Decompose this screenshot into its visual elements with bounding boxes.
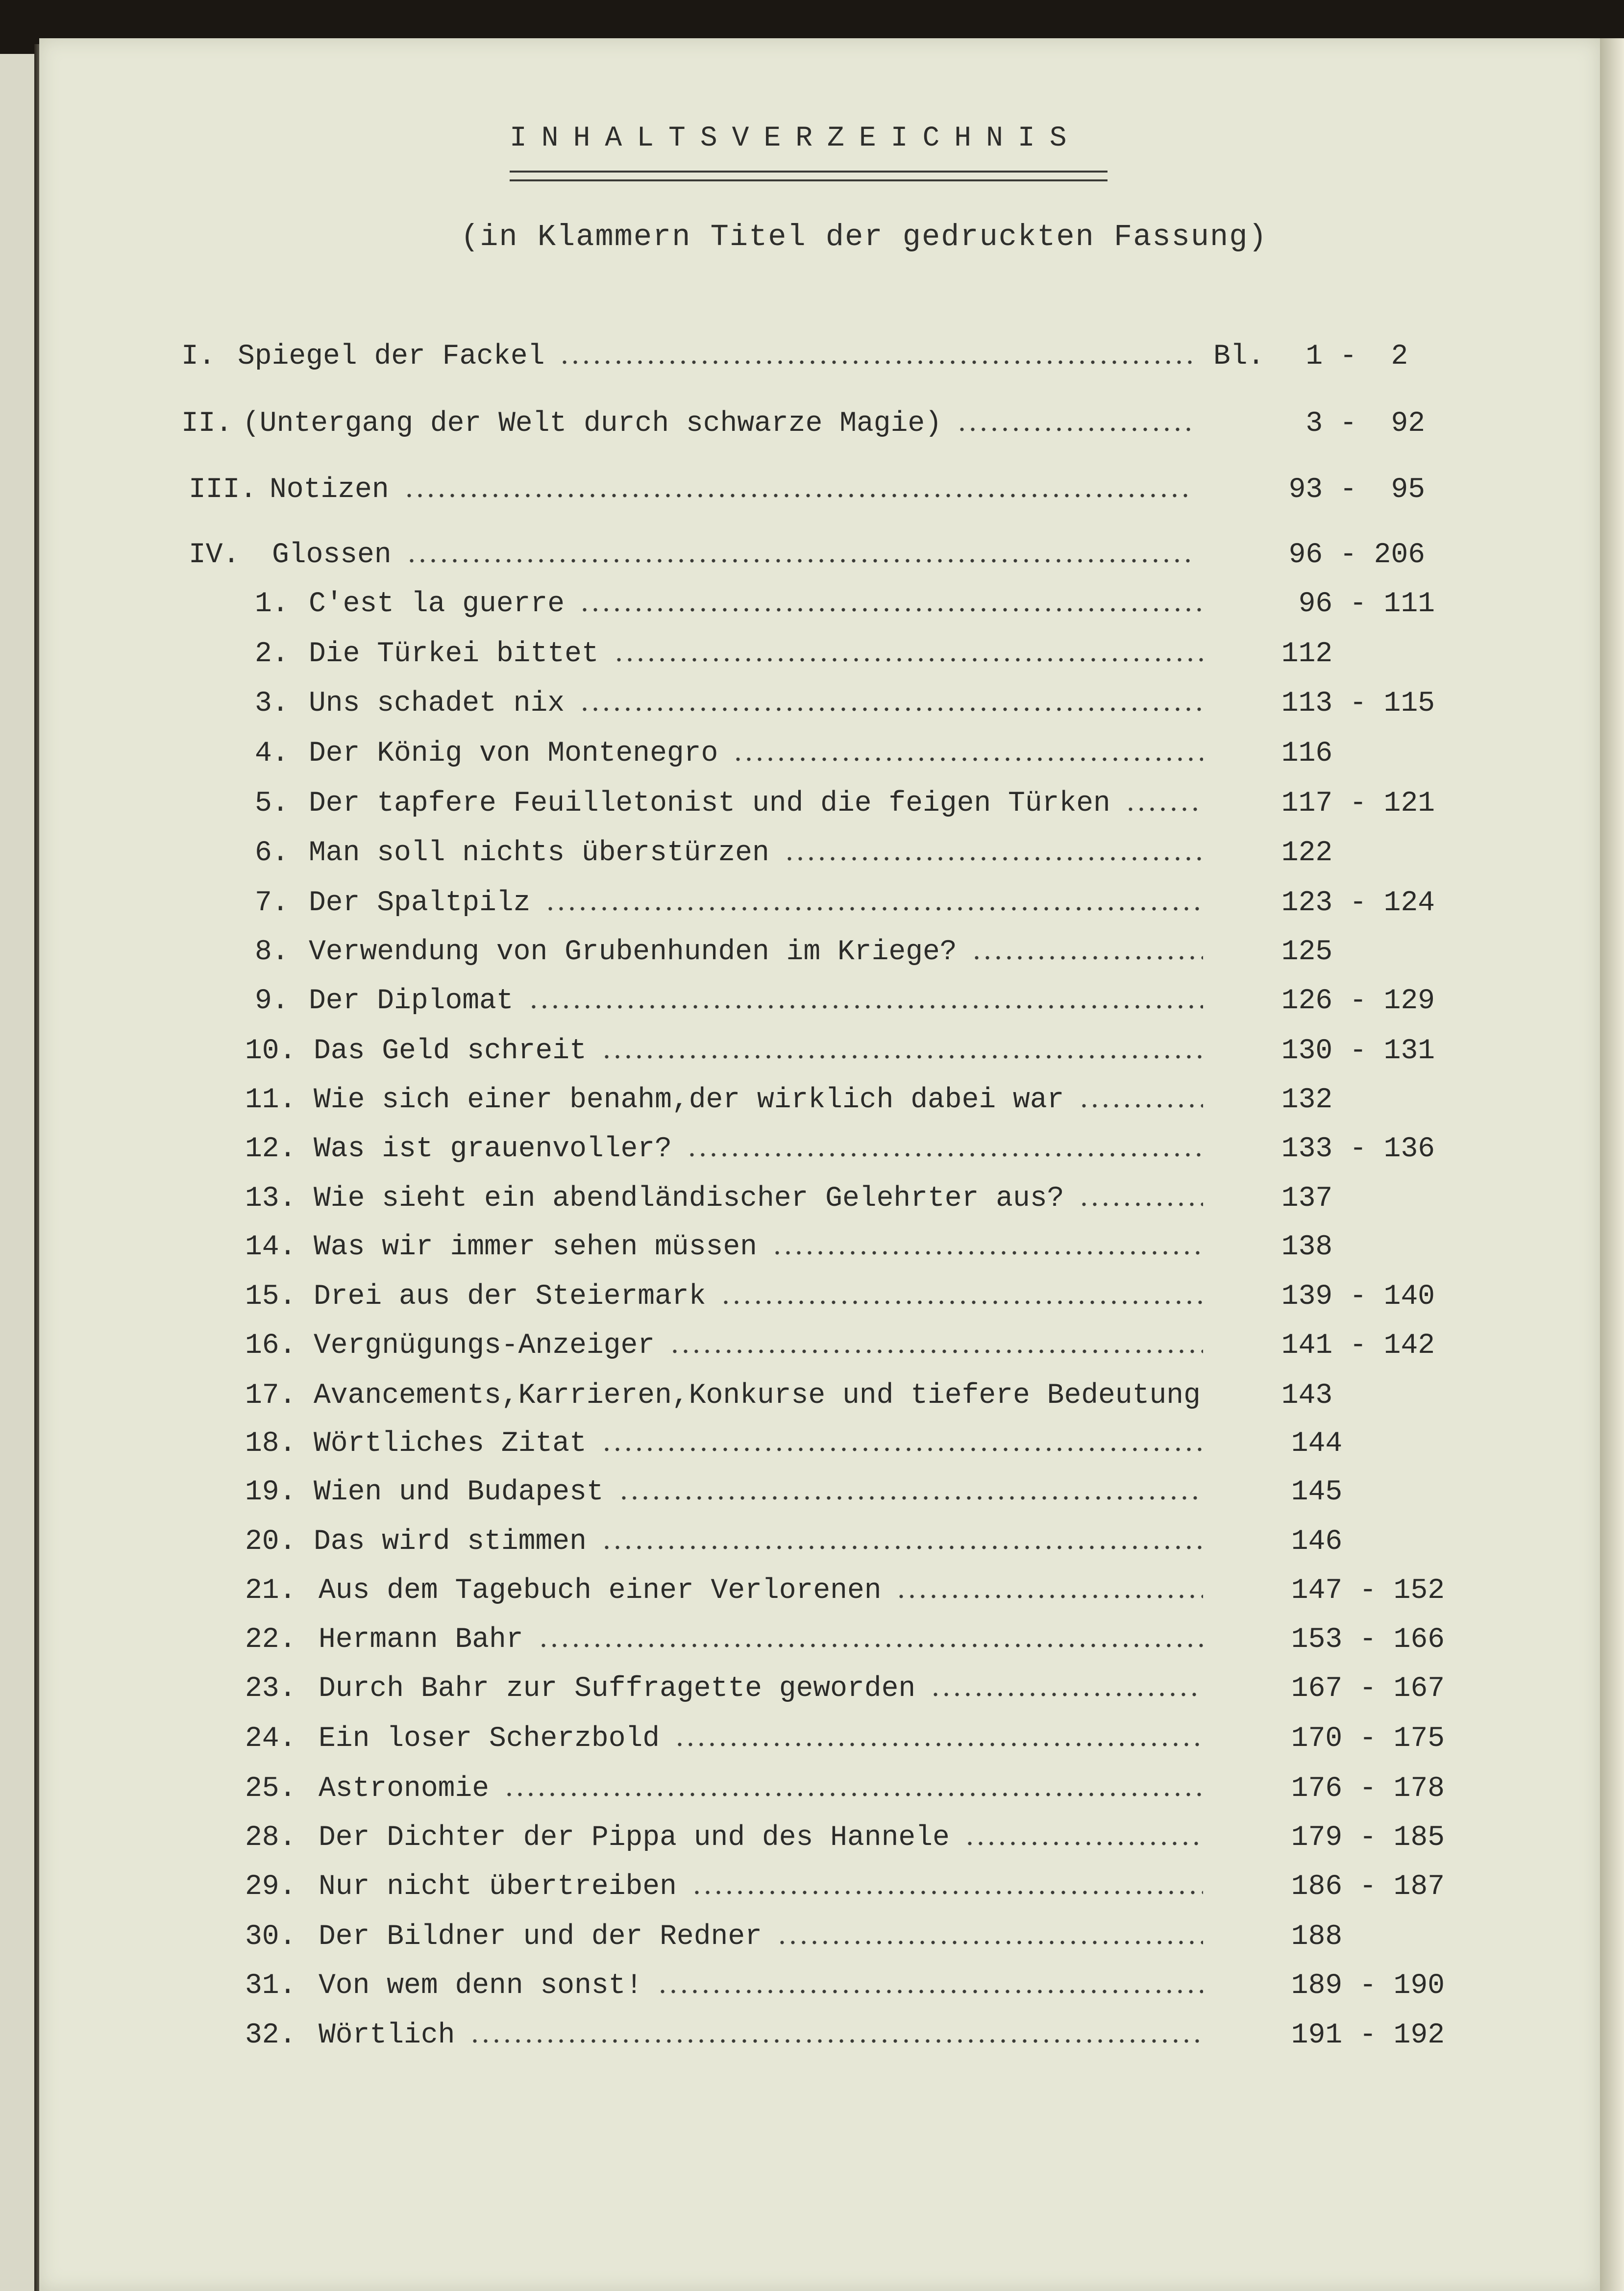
page-range: 146 — [1274, 1526, 1343, 1558]
entry-title: Vergnügungs-Anzeiger — [314, 1330, 655, 1362]
entry-number: 24. — [245, 1723, 296, 1755]
entry-number: 18. — [245, 1428, 296, 1460]
dot-leader — [1079, 1202, 1203, 1206]
document-subtitle: (in Klammern Titel der gedruckten Fassung) — [461, 220, 1268, 254]
toc-entry — [0, 837, 1624, 876]
entry-title: Der Spaltpilz — [309, 887, 531, 919]
entry-title: Ein loser Scherzbold — [319, 1723, 660, 1755]
entry-title: Wien und Budapest — [314, 1476, 604, 1508]
dot-leader — [964, 1842, 1203, 1845]
entry-title: Spiegel der Fackel — [238, 341, 545, 373]
entry-title: Das wird stimmen — [314, 1526, 587, 1558]
page-range: 116 — [1264, 738, 1333, 770]
entry-number: 3. — [255, 688, 289, 720]
toc-entry — [0, 1575, 1624, 1614]
page-range: 113 - 115 — [1264, 688, 1435, 720]
entry-number: 5. — [255, 788, 289, 820]
toc-entry — [0, 788, 1624, 827]
entry-title: Verwendung von Grubenhunden im Kriege? — [309, 936, 957, 968]
page-range: 186 - 187 — [1274, 1871, 1445, 1903]
entry-title: (Untergang der Welt durch schwarze Magie) — [243, 408, 942, 440]
toc-entry — [0, 1428, 1624, 1467]
page-range: 126 - 129 — [1264, 985, 1435, 1017]
dot-leader — [971, 956, 1203, 960]
dot-leader — [601, 1447, 1203, 1451]
toc-entry — [0, 1084, 1624, 1123]
dot-leader — [733, 757, 1203, 761]
page-range: 132 — [1264, 1084, 1333, 1116]
toc-entry — [0, 936, 1624, 975]
page-range: 123 - 124 — [1264, 887, 1435, 919]
entry-number: 19. — [245, 1476, 296, 1508]
sheet-label: Bl. — [1213, 341, 1265, 373]
dot-leader — [687, 1153, 1203, 1157]
entry-title: Hermann Bahr — [319, 1624, 523, 1656]
entry-number: 1. — [255, 588, 289, 620]
entry-number: IV. — [189, 539, 240, 571]
entry-title: Drei aus der Steiermark — [314, 1281, 706, 1313]
page-range: 167 - 167 — [1274, 1673, 1445, 1705]
dot-leader — [896, 1594, 1203, 1598]
toc-entry — [0, 1281, 1624, 1320]
entry-number: 23. — [245, 1673, 296, 1705]
toc-entry — [0, 2019, 1624, 2059]
entry-number: 22. — [245, 1624, 296, 1656]
document-title: INHALTSVERZEICHNIS — [510, 123, 1082, 154]
entry-title: Glossen — [272, 539, 392, 571]
dot-leader — [559, 360, 1193, 364]
dot-leader — [674, 1743, 1203, 1746]
entry-title: Wörtlich — [319, 2019, 455, 2051]
entry-title: Von wem denn sonst! — [319, 1970, 643, 2002]
dot-leader — [504, 1793, 1203, 1796]
entry-number: 10. — [245, 1035, 296, 1067]
entry-title: Aus dem Tagebuch einer Verlorenen — [319, 1575, 882, 1607]
page-range: 176 - 178 — [1274, 1773, 1445, 1805]
page-range: 147 - 152 — [1274, 1575, 1445, 1607]
page-range: 122 — [1264, 837, 1333, 869]
dot-leader — [669, 1349, 1203, 1353]
entry-title: Was wir immer sehen müssen — [314, 1231, 757, 1263]
entry-number: 28. — [245, 1822, 296, 1854]
toc-entry — [0, 341, 1624, 380]
toc-entry — [0, 588, 1624, 627]
page-range: 153 - 166 — [1274, 1624, 1445, 1656]
page-range: 133 - 136 — [1264, 1133, 1435, 1165]
dot-leader — [720, 1300, 1203, 1304]
page-range: 189 - 190 — [1274, 1970, 1445, 2002]
entry-number: 8. — [255, 936, 289, 968]
entry-number: 16. — [245, 1330, 296, 1362]
entry-title: Man soll nichts überstürzen — [309, 837, 769, 869]
page-range: 137 — [1264, 1183, 1333, 1215]
entry-number: 9. — [255, 985, 289, 1017]
toc-entry — [0, 887, 1624, 926]
entry-number: II. — [181, 408, 233, 440]
toc-entry — [0, 1380, 1624, 1419]
toc-entry — [0, 1871, 1624, 1910]
page-range: 139 - 140 — [1264, 1281, 1435, 1313]
dot-leader — [777, 1941, 1203, 1944]
entry-title: Wie sieht ein abendländischer Gelehrter aus? — [314, 1183, 1064, 1215]
page-range: 125 — [1264, 936, 1333, 968]
dot-leader — [579, 608, 1203, 612]
dot-leader — [930, 1693, 1203, 1696]
page-range: 144 — [1274, 1428, 1343, 1460]
entry-title: Der Bildner und der Redner — [319, 1921, 762, 1953]
page-range: 138 — [1264, 1231, 1333, 1263]
entry-number: I. — [181, 341, 216, 373]
dot-leader — [691, 1891, 1203, 1894]
toc-entry — [0, 1970, 1624, 2009]
entry-number: 14. — [245, 1231, 296, 1263]
entry-title: C'est la guerre — [309, 588, 565, 620]
dot-leader — [579, 707, 1203, 711]
page-range: 117 - 121 — [1264, 788, 1435, 820]
dot-leader — [614, 658, 1203, 662]
entry-number: 31. — [245, 1970, 296, 2002]
toc-entry — [0, 1183, 1624, 1222]
dot-leader — [406, 559, 1191, 563]
entry-number: 6. — [255, 837, 289, 869]
entry-number: 11. — [245, 1084, 296, 1116]
toc-entry — [0, 408, 1624, 447]
page-range: 145 — [1274, 1476, 1343, 1508]
page-range: 188 — [1274, 1921, 1343, 1953]
dot-leader — [957, 427, 1191, 431]
dot-leader — [772, 1251, 1203, 1255]
page-range: 191 - 192 — [1274, 2019, 1445, 2051]
toc-entry — [0, 1330, 1624, 1369]
entry-title: Durch Bahr zur Suffragette geworden — [319, 1673, 916, 1705]
toc-entry — [0, 1624, 1624, 1663]
entry-title: Der Diplomat — [309, 985, 514, 1017]
toc-entry — [0, 1035, 1624, 1074]
toc-entry — [0, 1133, 1624, 1172]
entry-number: 15. — [245, 1281, 296, 1313]
entry-number: 7. — [255, 887, 289, 919]
dot-leader — [618, 1496, 1203, 1500]
entry-title: Die Türkei bittet — [309, 638, 599, 670]
toc-entry — [0, 1921, 1624, 1960]
page-range: 141 - 142 — [1264, 1330, 1435, 1362]
dot-leader — [528, 1005, 1203, 1009]
entry-number: 25. — [245, 1773, 296, 1805]
entry-title: Avancements,Karrieren,Konkurse und tiefere Bedeutung — [314, 1380, 1201, 1412]
toc-entry — [0, 1822, 1624, 1861]
dot-leader — [1125, 807, 1203, 811]
entry-number: 13. — [245, 1183, 296, 1215]
dot-leader — [469, 2039, 1203, 2043]
page-range: 130 - 131 — [1264, 1035, 1435, 1067]
toc-entry — [0, 1673, 1624, 1712]
page-range: 112 — [1264, 638, 1333, 670]
entry-number: 2. — [255, 638, 289, 670]
toc-entry — [0, 539, 1624, 578]
toc-entry — [0, 985, 1624, 1024]
toc-entry — [0, 738, 1624, 777]
toc-entry — [0, 638, 1624, 677]
entry-number: 21. — [245, 1575, 296, 1607]
entry-title: Uns schadet nix — [309, 688, 565, 720]
entry-title: Wie sich einer benahm,der wirklich dabei war — [314, 1084, 1064, 1116]
entry-title: Notizen — [270, 474, 389, 506]
page-range: 3 - 92 — [1255, 408, 1426, 440]
entry-title: Der tapfere Feuilletonist und die feigen Türken — [309, 788, 1110, 820]
entry-title: Wörtliches Zitat — [314, 1428, 587, 1460]
dot-leader — [657, 1990, 1203, 1993]
entry-number: 30. — [245, 1921, 296, 1953]
entry-number: 17. — [245, 1380, 296, 1412]
dot-leader — [601, 1545, 1203, 1549]
page-range: 93 - 95 — [1255, 474, 1426, 506]
dot-leader — [601, 1055, 1203, 1059]
toc-entry — [0, 474, 1624, 513]
page-range: 179 - 185 — [1274, 1822, 1445, 1854]
toc-entry — [0, 1723, 1624, 1762]
toc-entry — [0, 688, 1624, 727]
entry-title: Der Dichter der Pippa und des Hannele — [319, 1822, 950, 1854]
entry-title: Das Geld schreit — [314, 1035, 587, 1067]
entry-title: Astronomie — [319, 1773, 490, 1805]
entry-number: 20. — [245, 1526, 296, 1558]
toc-entry — [0, 1526, 1624, 1565]
page-range: 96 - 111 — [1264, 588, 1435, 620]
dot-leader — [545, 907, 1203, 911]
toc-entry — [0, 1231, 1624, 1270]
dot-leader — [404, 494, 1188, 498]
dot-leader — [538, 1644, 1203, 1647]
entry-number: 4. — [255, 738, 289, 770]
toc-entry — [0, 1476, 1624, 1516]
entry-title: Was ist grauenvoller? — [314, 1133, 672, 1165]
page-range: 1 - 2 — [1255, 341, 1408, 373]
entry-title: Der König von Montenegro — [309, 738, 718, 770]
entry-number: 29. — [245, 1871, 296, 1903]
dot-leader — [784, 857, 1203, 861]
page-range: 96 - 206 — [1255, 539, 1426, 571]
page-range: 170 - 175 — [1274, 1723, 1445, 1755]
page-range: 143 — [1264, 1380, 1333, 1412]
dot-leader — [1079, 1104, 1203, 1108]
toc-entry — [0, 1773, 1624, 1812]
entry-title: Nur nicht übertreiben — [319, 1871, 677, 1903]
entry-number: III. — [189, 474, 257, 506]
entry-number: 32. — [245, 2019, 296, 2051]
entry-number: 12. — [245, 1133, 296, 1165]
